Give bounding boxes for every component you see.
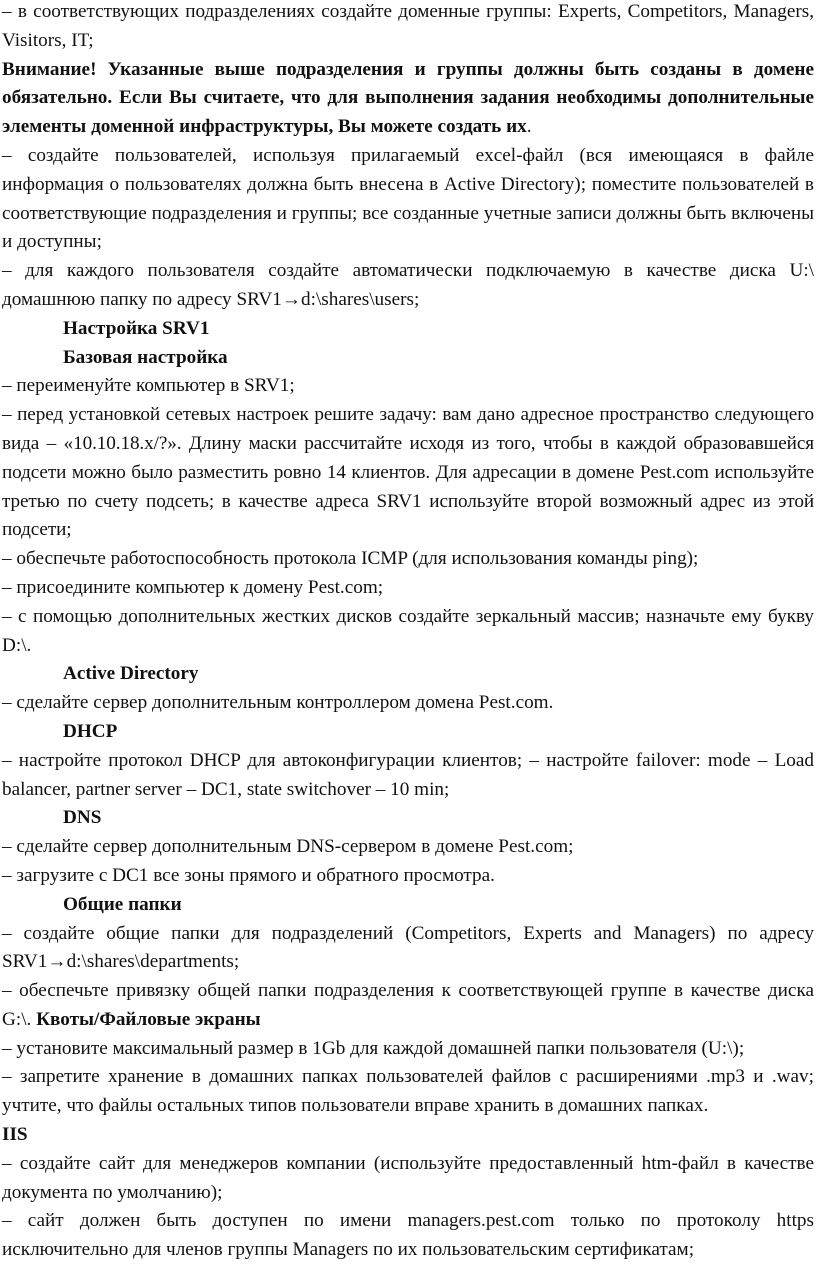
warning-period: . xyxy=(526,116,532,138)
heading-dns: DNS xyxy=(63,807,102,829)
heading-quotas: Квоты/Файловые экраны xyxy=(36,1008,261,1030)
heading-shared-folders: Общие папки xyxy=(63,893,182,915)
paragraph-managers-site: – создайте сайт для менеджеров компании (используйте предоставленный htm-файл в качестве документа по умолчанию); xyxy=(2,1152,814,1203)
paragraph-department-folders: – создайте общие папки для подразделений (Competitors, Experts and Managers) по адресу SRV1→d:\shares\departments; xyxy=(2,922,814,973)
heading-base-setup: Базовая настройка xyxy=(63,346,228,368)
heading-iis: IIS xyxy=(2,1124,28,1146)
heading-active-directory: Active Directory xyxy=(63,663,199,685)
paragraph-quota-size: – установите максимальный размер в 1Gb для каждой домашней папки пользователя (U:\); xyxy=(2,1037,745,1059)
paragraph-join-domain: – присоедините компьютер к домену Pest.com; xyxy=(2,576,384,598)
paragraph-additional-dc: – сделайте сервер дополнительным контроллером домена Pest.com. xyxy=(2,692,554,714)
paragraph-additional-dns: – сделайте сервер дополнительным DNS-сервером в домене Pest.com; xyxy=(2,836,574,858)
warning-text: Внимание! Указанные выше подразделения и группы должны быть созданы в домене обязательно. Если Вы считаете, что для выполнения задания необходимы дополнительные элементы доменной инфраструктуры, Вы можете создать их xyxy=(2,58,814,138)
paragraph-rename-computer: – переименуйте компьютер в SRV1; xyxy=(2,375,295,397)
paragraph-subnet-task: – перед установкой сетевых настроек решите задачу: вам дано адресное пространство следующего вида – «10.10.18.x/?». Длину маски рассчитайте исходя из того, чтобы в каждой образовавшейся подсети можно было разместить ровно 14 клиентов. Для адресации в домене Pest.com используйте третью по счету подсеть; в качестве адреса SRV1 используйте второй возможный адрес из этой подсети; xyxy=(2,404,814,541)
paragraph-mirror-array: – с помощью дополнительных жестких дисков создайте зеркальный массив; назначьте ему букву D:\. xyxy=(2,605,814,656)
paragraph-dns-zones: – загрузите с DC1 все зоны прямого и обратного просмотра. xyxy=(2,864,495,886)
drive-mapping-text: – обеспечьте привязку общей папки подразделения к соответствующей группе в качестве диска G:\. xyxy=(2,980,814,1030)
paragraph-home-folder: – для каждого пользователя создайте автоматически подключаемую в качестве диска U:\ домашнюю папку по адресу SRV1→d:\shares\users; xyxy=(2,260,814,310)
paragraph-icmp: – обеспечьте работоспособность протокола ICMP (для использования команды ping); xyxy=(2,548,699,570)
warning-paragraph xyxy=(2,56,814,142)
paragraph-https-access: – сайт должен быть доступен по имени managers.pest.com только по протоколу https исключительно для членов группы Managers по их пользовательским сертификатам; xyxy=(2,1210,814,1261)
paragraph-file-screen: – запретите хранение в домашних папках пользователей файлов с расширениями .mp3 и .wav; учтите, что файлы остальных типов пользователи вправе хранить в домашних папках. xyxy=(2,1066,814,1117)
heading-dhcp: DHCP xyxy=(63,720,118,742)
paragraph-drive-mapping xyxy=(2,977,814,1035)
paragraph-dhcp-failover: – настройте протокол DHCP для автоконфигурации клиентов; – настройте failover: mode – Load balancer, partner server – DC1, state switchover – 10 min; xyxy=(2,749,814,800)
paragraph-domain-groups: – в соответствующих подразделениях создайте доменные группы: Experts, Competitors, Managers, Visitors, IT; xyxy=(2,1,814,51)
paragraph-create-users: – создайте пользователей, используя прилагаемый excel-файл (вся имеющаяся в файле информация о пользователях должна быть внесена в Active Directory); поместите пользователей в соответствующие подразделения и группы; все созданные учетные записи должны быть включены и доступны; xyxy=(2,144,814,253)
heading-srv1-setup: Настройка SRV1 xyxy=(63,317,210,339)
